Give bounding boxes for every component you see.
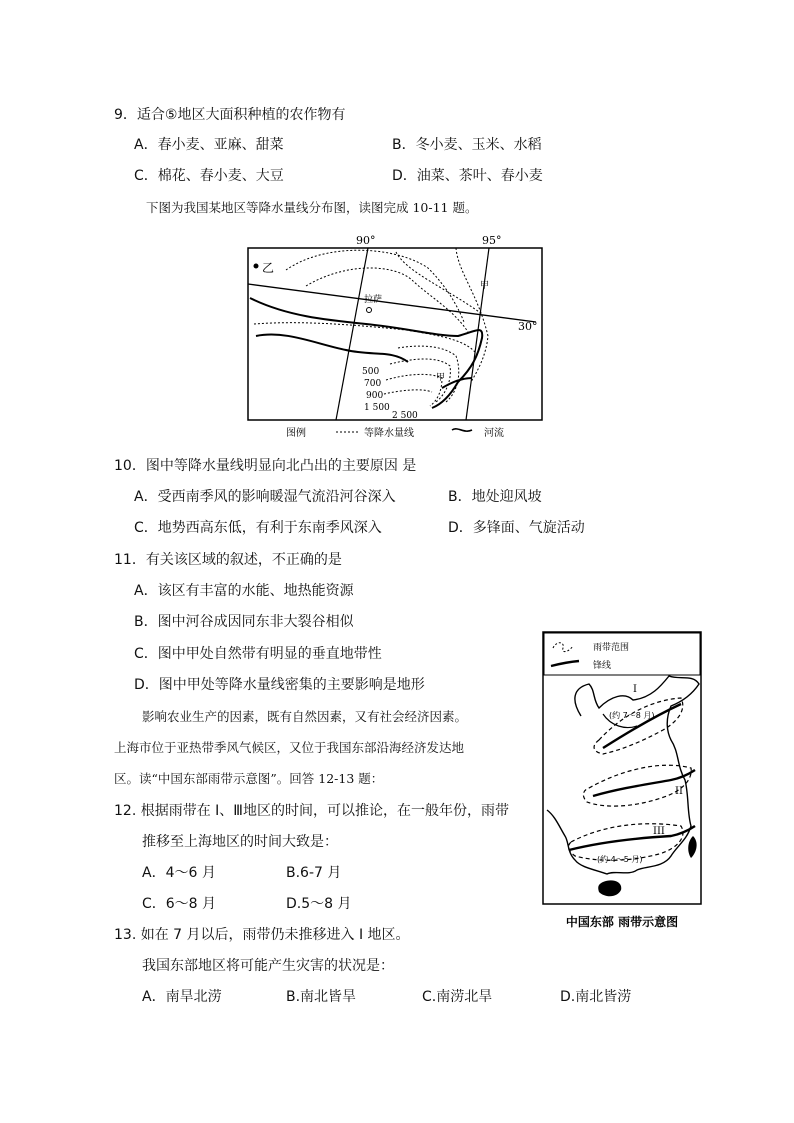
q13-stem-line-1: 13. 如在 7 月以后，雨带仍未推移进入 I 地区。 (114, 927, 410, 943)
q13-option-d: D.南北皆涝 (560, 989, 632, 1005)
isohyet-700-label: 700 (364, 379, 382, 389)
rain-belt-caption: 中国东部 雨带示意图 (565, 915, 679, 929)
q9-stem: 9．适合⑤地区大面积种植的农作物有 (114, 107, 346, 123)
region-i-time: (约 7～8 月) (609, 711, 655, 720)
isohyet-500-label: 500 (362, 367, 380, 377)
q9-option-c: C．棉花、春小麦、大豆 (134, 168, 284, 184)
q10-option-b: B．地处迎风坡 (448, 489, 542, 505)
q11-option-c: C．图中甲处自然带有明显的垂直地带性 (134, 646, 382, 662)
lat-30-label: 30° (518, 320, 538, 333)
lon-95-label: 95° (482, 234, 502, 247)
passage-line-2: 上海市位于亚热带季风气候区，又位于我国东部沿海经济发达地 (114, 740, 465, 755)
q10-option-d: D．多锋面、气旋活动 (448, 520, 585, 536)
legend-river-swatch (452, 429, 472, 431)
q13-stem-line-2: 我国东部地区将可能产生灾害的状况是： (142, 958, 394, 974)
legend-isohyet-label: 等降水量线 (364, 428, 414, 439)
q12-option-c: C．6～8 月 (142, 896, 217, 912)
q12-option-b: B.6-7 月 (286, 865, 342, 881)
jia-label: 甲 (480, 281, 490, 291)
legend-rain-label: 雨带范围 (593, 643, 630, 653)
q11-stem: 11．有关该区域的叙述，不正确的是 (114, 552, 342, 568)
q13-option-b: B.南北皆旱 (286, 989, 357, 1005)
isohyet-2500-label: 2 500 (392, 411, 418, 421)
lon-90-label: 90° (356, 234, 376, 247)
q11-option-a: A．该区有丰富的水能、地热能资源 (134, 583, 354, 599)
q11-option-d: D．图中甲处等降水量线密集的主要影响是地形 (134, 677, 425, 693)
rain-belt-map (541, 630, 703, 935)
region-iii-label: III (653, 826, 665, 837)
isohyet-map (246, 232, 546, 442)
legend-river-label: 河流 (484, 428, 504, 439)
jia-label-2: 甲 (436, 373, 446, 383)
q12-option-d: D.5～8 月 (286, 896, 352, 912)
q9-option-a: A．春小麦、亚麻、甜菜 (134, 137, 284, 153)
legend-title: 图例 (286, 428, 306, 439)
region-ii-label: II (675, 786, 683, 797)
q13-option-c: C.南涝北旱 (422, 989, 493, 1005)
point-yi-label: 乙 (262, 261, 275, 275)
lhasa-label: 拉萨 (364, 295, 383, 305)
intro-10-11: 下图为我国某地区等降水量线分布图，读图完成 10-11 题。 (146, 200, 478, 215)
q11-option-b: B．图中河谷成因同东非大裂谷相似 (134, 614, 354, 630)
q10-option-c: C．地势西高东低，有利于东南季风深入 (134, 520, 382, 536)
region-iii-time: (约 4～5 月) (597, 855, 643, 864)
passage-line-1: 影响农业生产的因素，既有自然因素，又有社会经济因素。 (142, 709, 468, 724)
q12-stem-line-1: 12. 根据雨带在 I、Ⅲ地区的时间，可以推论，在一般年份，雨带 (114, 803, 509, 819)
q10-stem: 10．图中等降水量线明显向北凸出的主要原因 是 (114, 458, 417, 474)
passage-line-3: 区。读“中国东部雨带示意图”。回答 12-13 题： (114, 771, 384, 786)
q12-option-a: A．4～6 月 (142, 865, 216, 881)
q12-stem-line-2: 推移至上海地区的时间大致是： (142, 834, 338, 850)
region-i-label: I (633, 684, 637, 695)
isohyet-1500-label: 1 500 (364, 403, 390, 413)
q9-option-b: B．冬小麦、玉米、水稻 (392, 137, 542, 153)
isohyet-900-label: 900 (366, 391, 384, 401)
legend-front-label: 锋线 (593, 661, 612, 671)
q10-option-a: A．受西南季风的影响暖湿气流沿河谷深入 (134, 489, 396, 505)
q9-option-d: D．油菜、茶叶、春小麦 (392, 168, 543, 184)
q13-option-a: A．南旱北涝 (142, 989, 222, 1005)
